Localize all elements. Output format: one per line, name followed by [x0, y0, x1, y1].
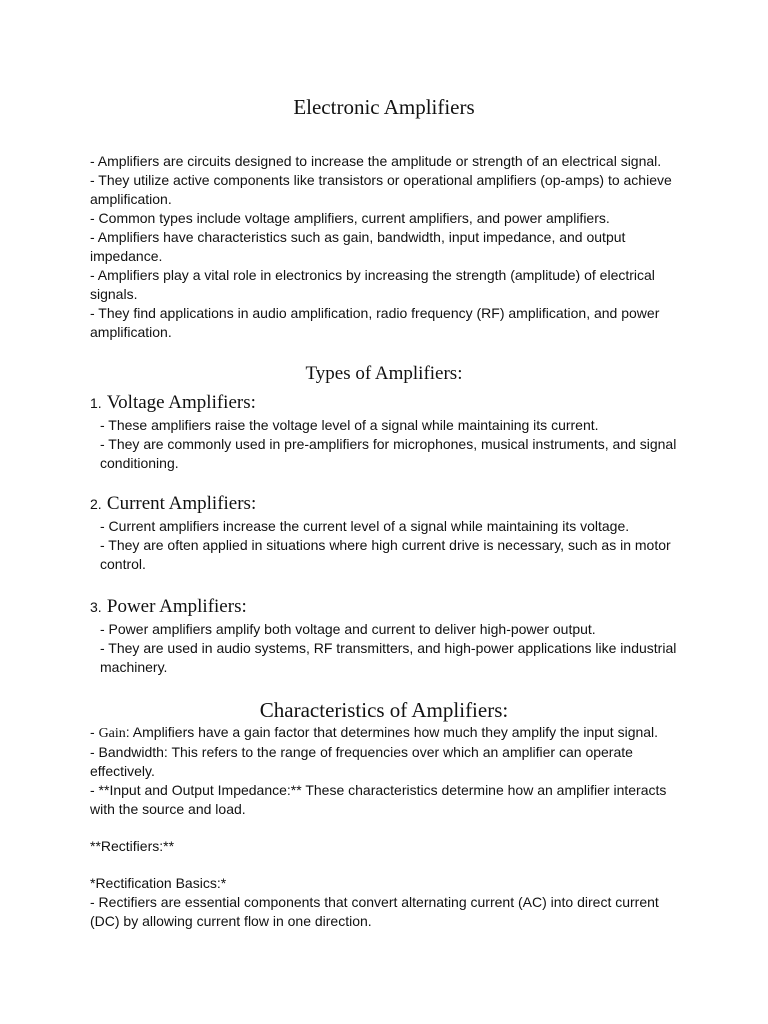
gain-text: : Amplifiers have a gain factor that determines how much they amplify the input signal.: [125, 724, 659, 740]
type-number: 3.: [90, 599, 102, 615]
characteristics-section: [90, 723, 680, 819]
characteristic-bandwidth: - Bandwidth: This refers to the range of frequencies over which an amplifier can operate effectively.: [90, 744, 633, 779]
gain-prefix: -: [90, 724, 99, 740]
type-point: - They are often applied in situations where high current drive is necessary, such as in motor control.: [100, 537, 671, 572]
intro-line: - Amplifiers have characteristics such as gain, bandwidth, input impedance, and output impedance.: [90, 229, 626, 264]
characteristic-impedance: - **Input and Output Impedance:** These characteristics determine how an amplifier interacts with the source and load.: [90, 782, 667, 817]
type-heading: [90, 491, 680, 516]
type-voltage-amplifiers: [90, 390, 680, 473]
type-number: 2.: [90, 496, 102, 512]
type-point: - Current amplifiers increase the current level of a signal while maintaining its voltage.: [100, 518, 630, 534]
rectification-basics-label: *Rectification Basics:*: [90, 875, 227, 891]
characteristics-heading: Characteristics of Amplifiers:: [259, 698, 509, 722]
types-heading: Types of Amplifiers:: [305, 363, 463, 384]
type-point: - They are used in audio systems, RF transmitters, and high-power applications like industrial machinery.: [100, 640, 677, 675]
gain-word: Gain: [98, 726, 126, 741]
type-name: Current Amplifiers:: [106, 493, 257, 514]
type-name: Voltage Amplifiers:: [106, 392, 256, 413]
rectifiers-label: **Rectifiers:**: [90, 838, 175, 854]
type-point: - They are commonly used in pre-amplifiers for microphones, musical instruments, and signal conditioning.: [100, 436, 677, 471]
intro-line: - They utilize active components like transistors or operational amplifiers (op-amps) to achieve amplification.: [90, 172, 672, 207]
type-number: 1.: [90, 395, 102, 411]
document-title: Electronic Amplifiers: [293, 95, 475, 119]
type-point: - Power amplifiers amplify both voltage and current to deliver high-power output.: [100, 621, 596, 637]
intro-line: - Common types include voltage amplifiers, current amplifiers, and power amplifiers.: [90, 210, 610, 226]
intro-section: [90, 152, 680, 342]
type-heading: [90, 390, 680, 415]
intro-line: - They find applications in audio amplification, radio frequency (RF) amplification, and power amplification.: [90, 305, 660, 340]
intro-line: - Amplifiers play a vital role in electronics by increasing the strength (amplitude) of electrical signals.: [90, 267, 655, 302]
type-current-amplifiers: [90, 491, 680, 574]
intro-line: - Amplifiers are circuits designed to increase the amplitude or strength of an electrical signal.: [90, 153, 662, 169]
rectifiers-description: - Rectifiers are essential components that convert alternating current (AC) into direct current (DC) by allowing current flow in one direction.: [90, 894, 659, 929]
type-heading: [90, 594, 680, 619]
characteristic-gain: [90, 723, 680, 743]
type-power-amplifiers: [90, 594, 680, 677]
type-name: Power Amplifiers:: [106, 596, 247, 617]
type-point: - These amplifiers raise the voltage level of a signal while maintaining its current.: [100, 417, 599, 433]
